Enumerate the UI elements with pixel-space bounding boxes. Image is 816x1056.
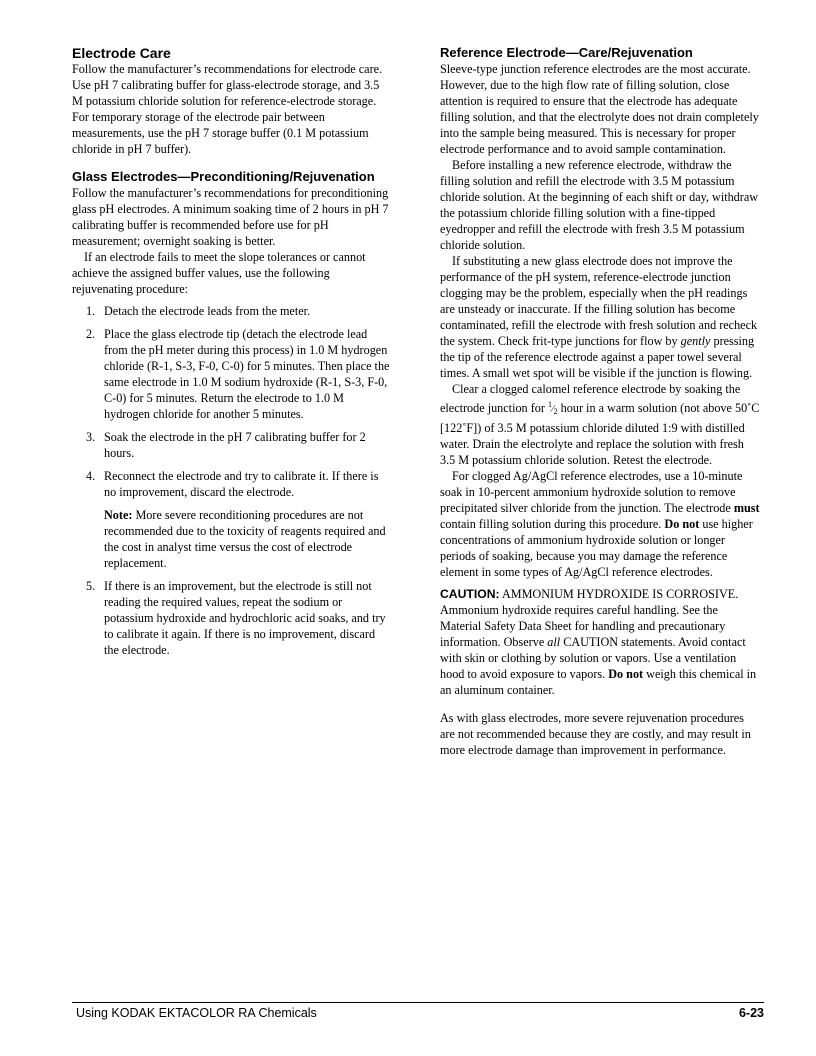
- section-heading-glass-electrodes: Glass Electrodes—Preconditioning/Rejuvenation: [72, 169, 375, 184]
- footer-title: Using KODAK EKTACOLOR RA Chemicals: [76, 1006, 317, 1020]
- text-run: Clear a clogged calomel reference electrode by soaking the electrode junction for: [440, 382, 741, 415]
- rejuvenation-steps-list: [72, 303, 390, 500]
- glass-paragraph-1: Follow the manufacturer’s recommendations for preconditioning glass pH electrodes. A minimum soaking time of 2 hours in pH 7 calibrating buffer is recommended before use for pH measurement; overnight soaking is better.: [72, 186, 389, 248]
- step-text: Reconnect the electrode and try to calibrate it. If there is no improvement, discard the electrode.: [104, 469, 379, 499]
- bold-text: must: [733, 501, 760, 515]
- note-block: [72, 507, 390, 571]
- bold-text: Do not: [608, 667, 644, 681]
- list-item: [72, 303, 390, 319]
- reference-paragraph-3: [440, 253, 760, 381]
- text-run: contain filling solution during this procedure.: [440, 517, 665, 531]
- step-number: 1.: [86, 304, 96, 318]
- list-item: [72, 578, 390, 658]
- reference-paragraph-5: [440, 468, 760, 580]
- list-item: [72, 326, 390, 422]
- fraction-one-half: $^1⁄_2$: [547, 400, 558, 416]
- fraction-denominator: 2: [553, 407, 558, 416]
- fraction-numerator: 1: [547, 400, 552, 409]
- right-column: [440, 45, 760, 758]
- text-run: AMMONIUM HYDROXIDE IS CORROSIVE. Ammonium hydroxide requires careful handling. See the Material Safety Data Sheet for handling and precautionary information. Observe: [440, 587, 739, 649]
- step-text: If there is an improvement, but the electrode is still not reading the required values, repeat the sodium or potassium hydroxide and hydrochloric acid soaks, and try to calibrate it again. If there is no improvement, discard the electrode.: [104, 579, 386, 657]
- note-text: More severe reconditioning procedures are not recommended due to the toxicity of reagents required and the cost in analyst time versus the cost of electrode replacement.: [104, 508, 386, 570]
- text-run: hour in a warm solution (not above 50˚C [122˚F]) of 3.5 M potassium chloride diluted 1:9 with distilled water. Drain the electrolyte and replace the solution with fresh 3.5 M potassium chloride solution. Retest the electrode.: [440, 401, 760, 467]
- note-label: Note:: [104, 508, 133, 522]
- left-column: [72, 45, 390, 665]
- page-number: 6-23: [738, 1006, 764, 1020]
- bold-text: Do not: [664, 517, 700, 531]
- list-item: [72, 468, 390, 500]
- emphasis-text: gently: [680, 334, 711, 348]
- step-text: Place the glass electrode tip (detach the electrode lead from the pH meter during this process) in 1.0 M hydrogen chloride (R-1, S-3, F-0, C-0) for 5 minutes. Then place the same electrode in 1.0 M sodium hydroxide (R-1, S-3, F-0, C-0) for 5 minutes. Return the electrode to 1.0 M hydrogen chloride for another 5 minutes.: [104, 327, 390, 421]
- rejuvenation-steps-list-continued: [72, 578, 390, 658]
- section-heading-electrode-care: Electrode Care: [72, 45, 171, 61]
- list-item: [72, 429, 390, 461]
- text-run: If substituting a new glass electrode does not improve the performance of the pH system, reference-electrode junction clogging may be the problem, especially when the pH readings are unsteady or inaccurate. If the filling solution has become contaminated, refill the electrode with fresh solution and recheck the system. Check frit-type junctions for flow by: [440, 254, 758, 348]
- emphasis-text: all: [547, 635, 561, 649]
- text-run: CAUTION statements. Avoid contact with skin or clothing by solution or vapors. Use a ventilation hood to avoid exposure to vapors.: [440, 635, 746, 681]
- glass-paragraph-2: If an electrode fails to meet the slope tolerances or cannot achieve the assigned buffer values, use the following rejuvenating procedure:: [72, 250, 366, 296]
- text-run: weigh this chemical in an aluminum container.: [440, 667, 757, 697]
- reference-paragraph-2: Before installing a new reference electrode, withdraw the filling solution and refill the electrode with 3.5 M potassium chloride solution. At the beginning of each shift or day, withdraw the potassium chloride filling solution with a fine-tipped eyedropper and refill the electrode with fresh 3.5 M potassium chloride solution.: [440, 158, 759, 252]
- electrode-care-paragraph: Follow the manufacturer’s recommendations for electrode care. Use pH 7 calibrating buffer for glass-electrode storage, and 3.5 M potassium chloride solution for reference-electrode storage. For temporary storage of the electrode pair between measurements, use the pH 7 storage buffer (0.1 M potassium chloride in pH 7 buffer).: [72, 62, 383, 156]
- step-text: Soak the electrode in the pH 7 calibrating buffer for 2 hours.: [104, 430, 366, 460]
- footer-divider: [72, 1002, 764, 1003]
- step-number: 5.: [86, 579, 96, 593]
- section-heading-reference-electrode: Reference Electrode—Care/Rejuvenation: [440, 45, 693, 60]
- reference-paragraph-6: As with glass electrodes, more severe rejuvenation procedures are not recommended because they are costly, and may result in more electrode damage than improvement in performance.: [440, 711, 751, 757]
- text-run: use higher concentrations of ammonium hydroxide solution or longer periods of soaking, because you may damage the reference element in some types of Ag/AgCl reference electrodes.: [440, 517, 753, 579]
- text-run: pressing the tip of the reference electrode against a paper towel several times. A small wet spot will be visible if the junction is flowing.: [440, 334, 755, 380]
- reference-paragraph-4: [440, 381, 760, 468]
- caution-label: CAUTION:: [440, 587, 500, 601]
- step-text: Detach the electrode leads from the meter.: [104, 304, 311, 318]
- step-number: 2.: [86, 327, 96, 341]
- text-run: For clogged Ag/AgCl reference electrodes, use a 10-minute soak in 10-percent ammonium hydroxide solution to remove precipitated silver chloride from the junction. The electrode: [440, 469, 743, 515]
- caution-block: [440, 586, 760, 698]
- reference-paragraph-1: Sleeve-type junction reference electrodes are the most accurate. However, due to the high flow rate of filling solution, close attention is required to ensure that the electrode has adequate filling solution, and that the electrolyte does not drain completely into the sample being measured. This is necessary for proper electrode performance and to avoid sample contamination.: [440, 62, 759, 156]
- step-number: 4.: [86, 469, 96, 483]
- step-number: 3.: [86, 430, 96, 444]
